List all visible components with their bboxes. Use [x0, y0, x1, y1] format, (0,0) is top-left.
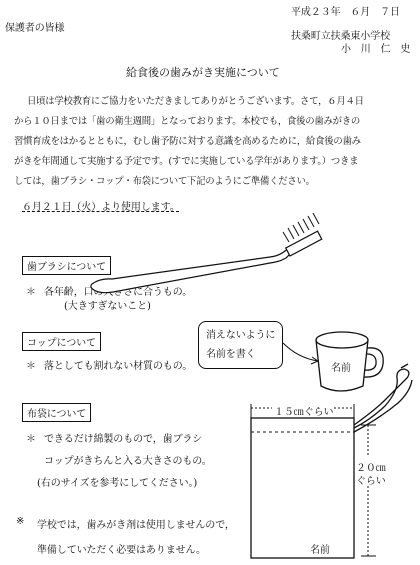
school-name: 扶桑町立扶桑東小学校: [291, 31, 390, 42]
body-line-1: 日頃は学校教育にご協力をいただきましてありがとうございます。さて，６月４日: [27, 96, 364, 107]
cup-name-label: 名前: [331, 363, 351, 374]
body-line-5: しては，歯ブラシ・コップ・布袋について下記のようにご準備ください。: [14, 176, 315, 187]
body-line-2: から１０日までは「歯の衛生週間」となっております。本校でも，食後の歯みがきの: [14, 116, 361, 127]
bag-requirement-1: できるだけ綿製のもので，歯ブラシ: [44, 434, 203, 445]
footnote-line-2: 準備していただく必要はありません。: [37, 545, 206, 556]
callout-line-1: 消えないように: [206, 330, 276, 341]
date: 平成２３年 ６月 ７日: [291, 7, 400, 18]
bag-bullet: ＊: [26, 434, 36, 445]
bag-height-label-2: ぐらい: [356, 476, 386, 487]
toothbrush-section-label: 歯ブラシについて: [22, 256, 111, 275]
bag-height-dimension: [361, 425, 376, 556]
document-title: 給食後の歯みがき実施について: [126, 66, 280, 79]
bag-requirement-2: コップがきちんと入る大きさのもの。: [44, 456, 212, 467]
bag-requirement-3: (右のサイズを参考にしてください。): [37, 478, 198, 489]
bag-width-label: １５㎝ぐらい: [274, 407, 334, 418]
name-instruction-callout: [198, 321, 283, 369]
bag-section-label: 布袋について: [22, 403, 91, 422]
toothbrush-requirement-2: (大きすぎないこと): [64, 301, 151, 312]
toothbrush-illustration: [91, 213, 322, 293]
principal-name: 小 川 仁 史: [341, 44, 411, 55]
cup-requirement: 落としても割れない材質のもの。: [44, 361, 193, 372]
bag-illustration: [251, 364, 412, 558]
cup-bullet: ＊: [26, 361, 36, 372]
footnote-mark: ※: [16, 516, 25, 527]
recipient: 保護者の皆様: [5, 23, 65, 34]
toothbrush-requirement-1: 各年齢，口の大きさに合うもの。: [44, 287, 193, 298]
start-date-notice: ６月２１日（火）より使用します。: [22, 202, 180, 213]
callout-arrow: [283, 343, 318, 364]
body-line-3: 習慣育成をはかるとともに，むし歯予防に対する意識を高めるために，給食後の歯み: [14, 136, 361, 147]
body-line-4: がきを年間通して実施する予定です。(すでに実施している学年があります。）つきま: [14, 156, 359, 167]
cup-section-label: コップについて: [22, 332, 101, 351]
callout-line-2: 名前を書く: [206, 349, 256, 360]
bag-height-label-1: ２０㎝: [356, 463, 386, 474]
footnote-line-1: 学校では，歯みがき剤は使用しませんので，: [37, 520, 235, 531]
toothbrush-bullet: ＊: [26, 287, 36, 298]
bag-name-label: 名前: [310, 545, 330, 556]
